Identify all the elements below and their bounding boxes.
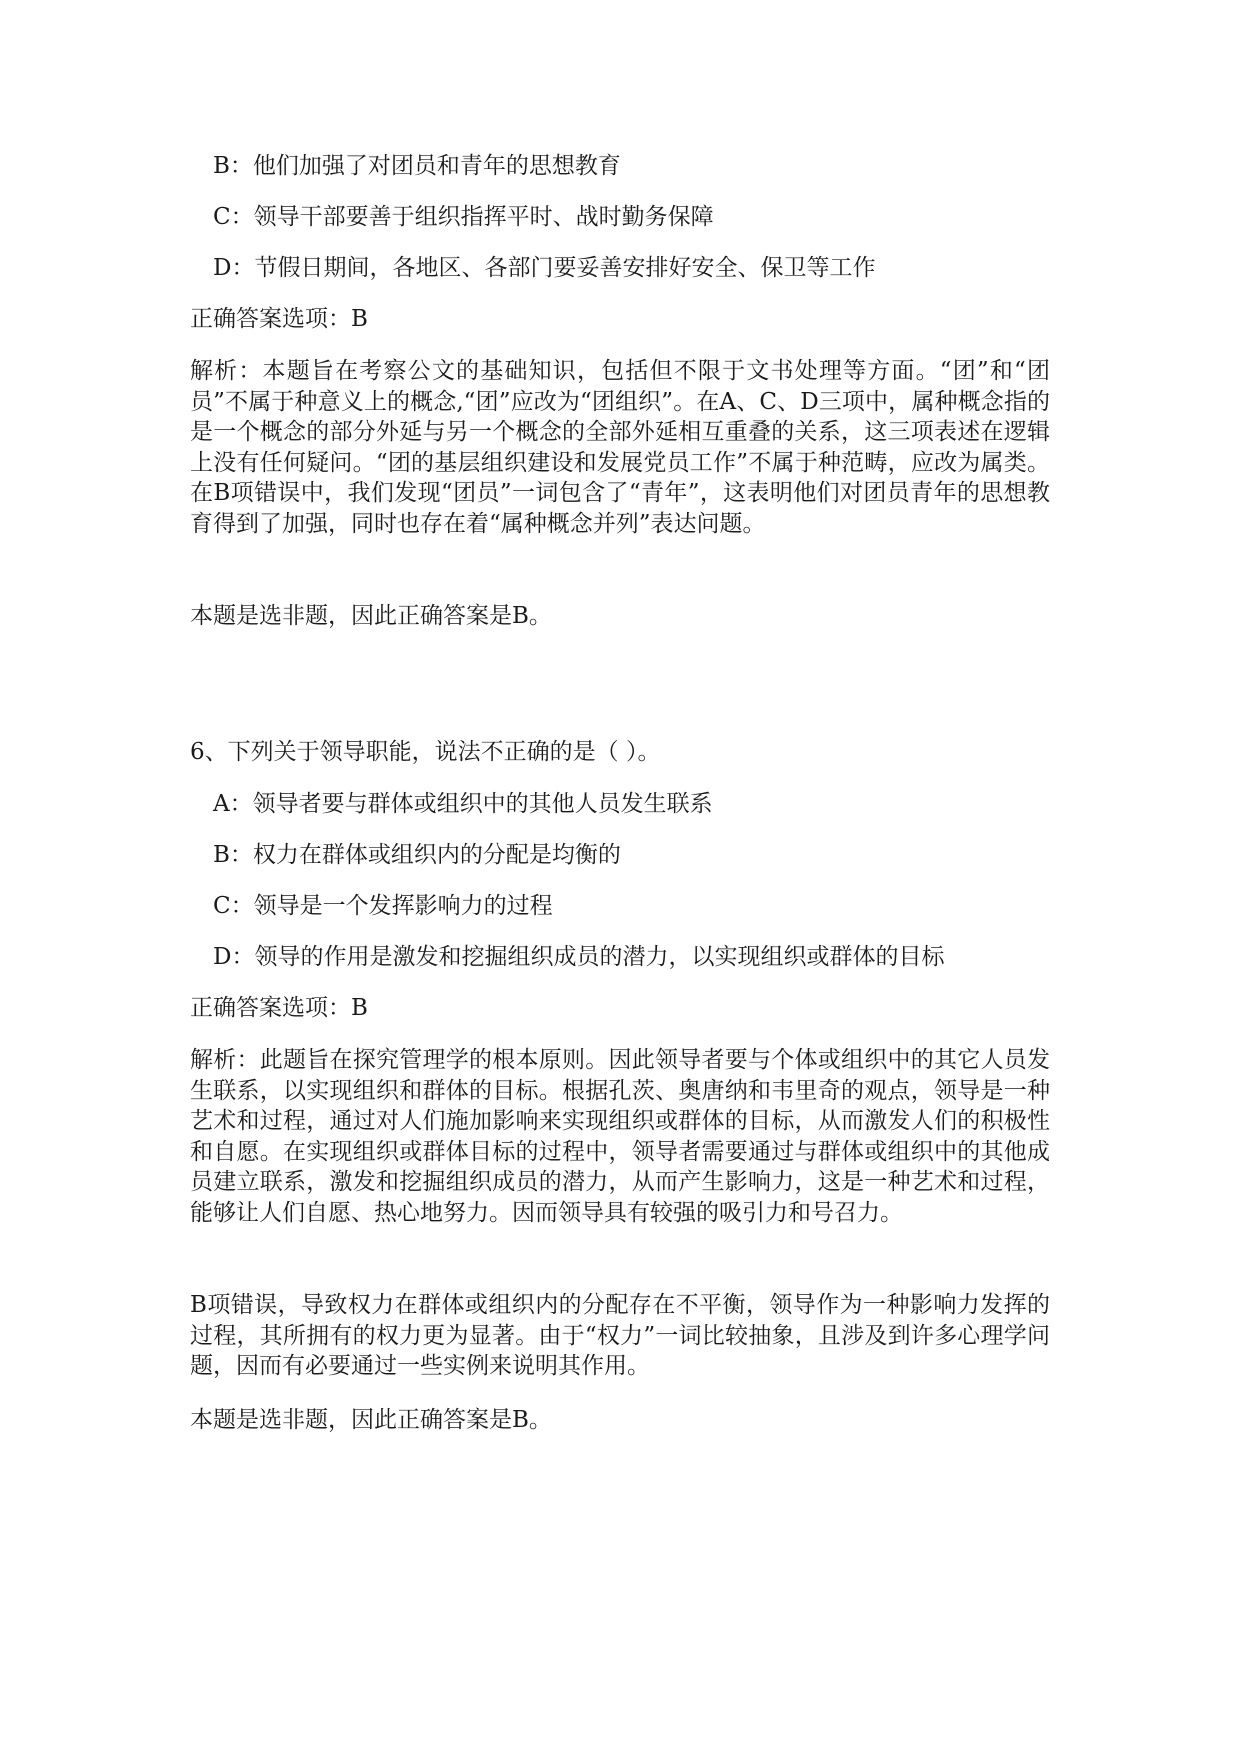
q6-option-c: C：领导是一个发挥影响力的过程 bbox=[213, 893, 553, 919]
q5-answer: 正确答案选项：B bbox=[190, 306, 368, 332]
q6-answer: 正确答案选项：B bbox=[190, 995, 368, 1021]
q6-analysis: 解析：此题旨在探究管理学的根本原则。因此领导者要与个体或组织中的其它人员发生联系，以实现组织和群体的目标。根据孔茨、奥唐纳和韦里奇的观点，领导是一种艺术和过程，通过对人们施加影响来实现组织或群体的目标，从而激发人们的积极性和自愿。在实现组织或群体目标的过程中，领导者需要通过与群体或组织中的其他成员建立联系，激发和挖掘组织成员的潜力，从而产生影响力，这是一种艺术和过程，能够让人们自愿、热心地努力。因而领导具有较强的吸引力和号召力。 bbox=[190, 1047, 1050, 1226]
q6-option-d: D：领导的作用是激发和挖掘组织成员的潜力，以实现组织或群体的目标 bbox=[213, 944, 945, 970]
q6-option-b: B：权力在群体或组织内的分配是均衡的 bbox=[213, 842, 621, 868]
q6-option-a: A：领导者要与群体或组织中的其他人员发生联系 bbox=[213, 791, 713, 817]
q6-analysis-b: B项错误，导致权力在群体或组织内的分配存在不平衡，领导作为一种影响力发挥的过程，其所拥有的权力更为显著。由于“权力”一词比较抽象，且涉及到许多心理学问题，因而有必要通过一些实例来说明其作用。 bbox=[190, 1292, 1050, 1380]
q5-option-b: B：他们加强了对团员和青年的思想教育 bbox=[213, 153, 621, 179]
q6-conclusion: 本题是选非题，因此正确答案是B。 bbox=[190, 1407, 552, 1433]
q5-option-c: C：领导干部要善于组织指挥平时、战时勤务保障 bbox=[213, 204, 714, 230]
q5-option-d: D：节假日期间，各地区、各部门要妥善安排好安全、保卫等工作 bbox=[213, 255, 876, 281]
q5-analysis: 解析：本题旨在考察公文的基础知识，包括但不限于文书处理等方面。“团”和“团员”不属于种意义上的概念,“团”应改为“团组织”。在A、C、D三项中，属种概念指的是一个概念的部分外延与另一个概念的全部外延相互重叠的关系，这三项表述在逻辑上没有任何疑问。“团的基层组织建设和发展党员工作”不属于种范畴，应改为属类。在B项错误中，我们发现“团员”一词包含了“青年”，这表明他们对团员青年的思想教育得到了加强，同时也存在着“属种概念并列”表达问题。 bbox=[190, 358, 1050, 537]
q5-conclusion: 本题是选非题，因此正确答案是B。 bbox=[190, 603, 552, 629]
q6-question: 6、下列关于领导职能，说法不正确的是（ ）。 bbox=[190, 739, 661, 765]
